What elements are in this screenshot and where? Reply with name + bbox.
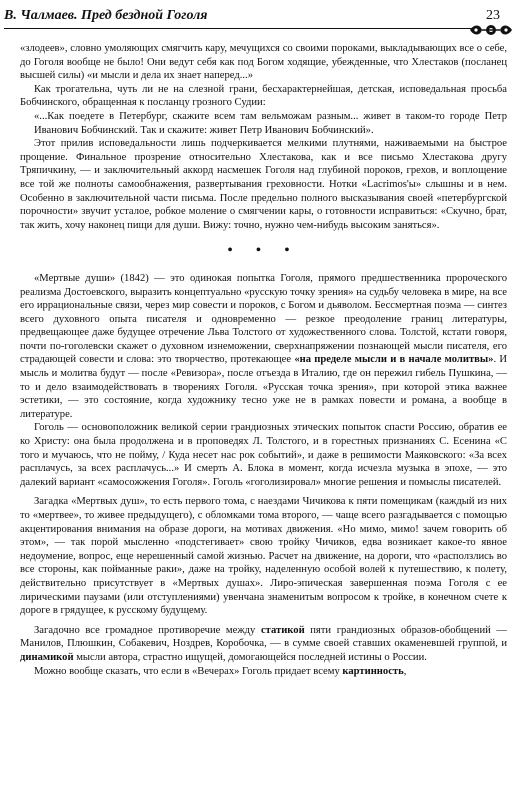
page-number: 23 [486,8,500,23]
paragraph: «злодеев», словно умоляющих смягчить кару, мечущихся со своими пороками, выкладывающих все о себе, до Гоголя вообще не было! Они ведут себя как под Богом ходящие, убежденные, что Хлестаков (посланец высшей силы) «и мысли и дела их знает наперед...» [20,43,507,82]
paragraph: «Мертвые души» (1842) — это одинокая попытка Гоголя, прямого предшественника пророческого реализма Достоевского, выразить концептуально «русскую точку зрения» на судьбу человека в мире, на все его иррациональные связи, через мир совести и пороков, с Богом и дьяволом. Бессмертная поэма — синтез всего духовного опыта писателя и одновременно — резкое преодоление границ литературы, предвещающее даже будущее отречение Льва Толстого от художественного слова. Толстой, кстати говоря, почти по-гоголевски скажет о духовном изнеможении, сверхнапряжении познающей мысли писателя, его страдающей совести и слова: это творчество, протекающее «на пределе мысли и в начале молитвы». И мысль и молитва будут — после «Ревизора», после отъезда в Италию, где он пережил гибель Пушкина, — то и дело взаимодействовать в творениях Гоголя. «Русская точка зрения», при которой этика важнее эстетики, — это состояние, когда художнику тесно уже не в рамках повести и романа, а вообще в литературе. [20,272,508,420]
paragraph: Гоголь — основоположник великой серии грандиозных этических попыток спасти Россию, обратив ее ко Христу: она была продолжена и в проповедях Л. Толстого, и в горестных признаниях С. Есенина «С того и мучаюсь, что не пойму, / Куда несет нас рок событий», и даже в решимости Маяковского: «За всех расплачусь, за всех расплачусь...» И смерть А. Блока в момент, когда исчезла музыка в эпохе, — это далекий вариант «самосожжения Гоголя». Гоголь «гоголизировал» многие решения и помыслы писателей. [20,422,507,488]
paragraph: Загадка «Мертвых душ», то есть первого тома, с наездами Чичикова к пяти помещикам (каждый из них то «мертвее», то живее предыдущего), с обломками тома второго, — чаще всего разгадывается с помощью акцентирования внимания на образе дороги, на мотивах движения. «Но мимо, мимо! зачем говорить об этом», — так порой мысленно «подстегивает» свою тройку Чичиков, едва возникает какое-то явное недоумение, вопрос, еще нерешенный самой жизнью. Расчет на движение, на дороги, что «расползлись во все стороны, как пойманные раки», даже на тройку, наделенную особой волей к путешествию, к полету, действительно присутствует в «Мертвых душах». Лиро-эпическая завершенная поэма Гоголя с ее лирическими паузами (или отступлениями) увенчана знаменитым вопросом к тройке, в конечном счете к дороге в грядущее, к русскому будущему. [20,496,507,617]
header-rule [4,28,472,29]
paragraph: Как трогательна, чуть ли не на слезной грани, бесхарактернейшая, детская, исповедальная просьба Бобчинского, обращенная к посланцу грозного Судии: [20,83,507,109]
body-text [20,42,507,678]
emphasis: динамикой [20,651,74,663]
section-separator: • • • [227,243,300,259]
paragraph: Загадочно все громадное противоречие между статикой пяти грандиозных образов-обобщений — Манилов, Плюшкин, Собакевич, Ноздрев, Коробочка, — в сумме своей ставших окаменевшей группой, и динамикой мысли автора, страстно ищущей, домогающейся последней истины о России. [20,624,507,663]
quotation: «...Как поедете в Петербург, скажите всем там вельможам разным... живет в таком-то городе Петр Иванович Бобчинский. Так и скажите: живет Петр Иванович Бобчинский». [34,110,507,136]
paragraph: Можно вообще сказать, что если в «Вечерах» Гоголь придает всему картинность, [34,665,407,677]
emphasis: картинность [342,665,404,677]
page-header [0,0,528,40]
running-title: В. Чалмаев. Пред бездной Гоголя [4,8,208,23]
paragraph: Этот прилив исповедальности лишь подчеркивается мелкими плутнями, наживаемыми на быстрое прощение. Финальное прозрение относительно Хлестакова, как и все письмо Хлестакова другу Тряпичкину, — и заключительный аккорд насмешек Гоголя над глубиной пороков, грехов, и воплощение все той же полноты самообнажения, развертывания греховности. Нотки «Lacrimos'ы» слышны и в нем. Особенно в заключительной части письма. После предельно полного высказывания своей «петербургской порочности» звучит усталое, робкое моление о смягчении кары, о готовности исправиться: «Скучно, брат, так жить, хочу наконец пищи для души. Вижу: точно, нужно чем-нибудь высоким заняться». [20,138,507,231]
emphasis: статикой [260,624,305,636]
emphasis: «на пределе мысли и в начале молитвы» [294,354,494,366]
ornament-icon [466,22,516,38]
